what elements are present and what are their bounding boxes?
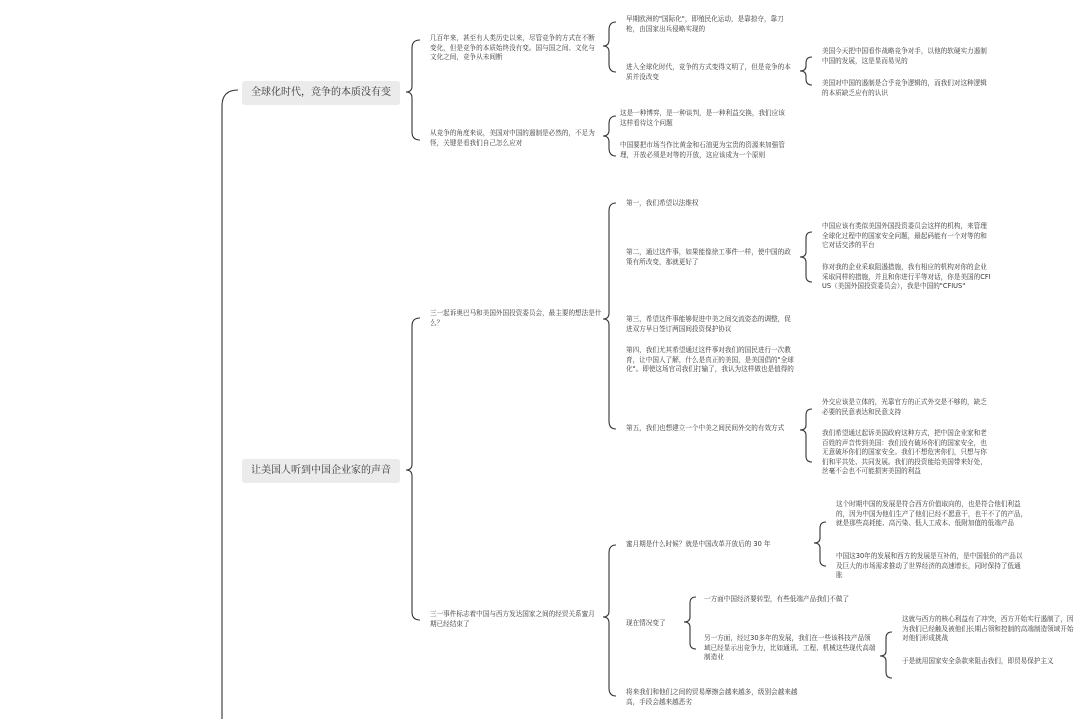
node-lawsuit-motive[interactable]: 三一起诉奥巴马和美国外国投资委员会，最主要的想法是什么？ [430,309,602,327]
node-market-as-resource[interactable]: 中国要把市场当作比黄金和石油更为宝贵的资源来加强管理，开放必须是对等的开放，这应该成为一个原则 [620,141,785,159]
node-situation-changed[interactable]: 现在情况变了 [626,619,666,627]
node-complementary-development[interactable]: 中国这30年的发展和西方的发展是互补的，是中国低价的产品以及巨大的市场需求推动了世界经济的高速增长，同时保持了低通胀 [836,552,1023,579]
topic-globalization[interactable]: 全球化时代，竞争的本质没有变 [242,81,400,105]
topic2-bracket [406,318,420,620]
node-western-values-aligned[interactable]: 这个时期中国的发展是符合西方价值取向的，也是符合他们利益的，因为中国为他们生产了他们已经不愿意干，也干不了的产品，就是那些高耗能、高污染、低人工成本、低附加值的低端产品 [836,500,1028,527]
node-trade-protectionism[interactable]: 于是就用国家安全条款来阻击我们，即贸易保护主义 [902,657,1054,665]
n1-bracket [603,22,616,72]
n3-bracket [603,203,616,429]
n2-bracket [603,116,616,156]
root-bracket [222,90,238,719]
node-second-policy-change[interactable]: 第二，通过这件事，如果能像徐工事件一样，使中国的政策有所改变，那就更好了 [626,248,791,266]
node-how-to-respond[interactable]: 从竞争的角度来说，美国对中国的遏制是必然的，不足为怪，关键是看我们自己怎么应对 [430,129,595,147]
node-third-investment-agreement[interactable]: 第三，希望这件事能够促进中美之间交流姿态的调整，促进双方早日签订两国间投资保护协议 [626,315,791,333]
node-early-europe-colonization[interactable]: 早期欧洲的"国际化"，即殖民化运动，是靠掠夺，靠刀枪，由国家出兵侵略实现的 [626,15,784,33]
n1b-bracket [800,57,812,85]
node-core-interest-conflict[interactable]: 这就与西方的核心利益有了冲突，西方开始实行遏制了，因为我们已经触及被他们长期占领和控制的高端制造领域开始对他们形成挑战 [902,615,1074,642]
node-fifth-civil-diplomacy[interactable]: 第五，我们也想建立一个中美之间民间外交的有效方式 [626,424,785,432]
node-diplomacy-three-dimensional[interactable]: 外交应该是立体的，光靠官方的正式外交是不够的，缺乏必要的民意表达和民意支持 [822,398,987,416]
n4b2-bracket [880,632,892,678]
n3e-bracket [800,409,812,462]
topic-chinese-entrepreneur-voice[interactable]: 让美国人听到中国企业家的声音 [242,459,400,483]
node-us-containment-logic[interactable]: 美国对中国的遏制是合乎竞争逻辑的，而我们对这种逻辑的本质缺乏应有的认识 [822,79,987,97]
node-china-cfius-agency[interactable]: 中国应该有类似美国外国投资委员会这样的机构，来管理全球化过程中的国家安全问题，最起码能有一个对等的和它对话交涉的平台 [822,222,987,249]
node-us-strategic-rival[interactable]: 美国今天把中国看作战略竞争对手，以他的软硬实力遏制中国的发展，这是显而易见的 [822,47,987,65]
node-first-legal-rights[interactable]: 第一，我们希望以法维权 [626,199,699,207]
n3b-bracket [800,232,812,282]
node-high-tech-competitiveness[interactable]: 另一方面，经过30多年的发展，我们在一些该科技产品领域已经显示出竞争力，比如通讯、工程、机械这些现代高端制造业 [704,634,876,661]
n4-bracket [603,545,616,696]
n4a-bracket [814,522,826,566]
node-honeymoon-30-years[interactable]: 蜜月期是什么时候？就是中国改革开放后的 30 年 [626,540,771,548]
node-fourth-education[interactable]: 第四，我们尤其希望通过这件事对我们的国民进行一次教育，让中国人了解，什么是真正的美国，是美国倡的"全球化"。即使这场官司我们打输了，我认为这样做也是值得的 [626,346,794,373]
node-economic-transformation[interactable]: 一方面中国经济要转型，有些低端产品我们不做了 [704,595,850,603]
node-honeymoon-ended[interactable]: 三一事件标志着中国与西方发达国家之间的经贸关系蜜月期已经结束了 [430,610,595,628]
node-voice-to-america[interactable]: 我们希望通过起诉美国政府这种方式，把中国企业家和老百姓的声音传到美国：我们没有破坏你们的国家安全，也无意破坏你们的国家安全。我们不想危害你们，只想与你们和平共处、共同发展。我们的投资能给美国带来好处，丝毫不会也不可能损害美国的利益 [822,429,987,475]
node-globalization-era[interactable]: 进入全球化时代，竞争的方式变得文明了，但是竞争的本质并没改变 [626,63,791,81]
node-game-negotiation[interactable]: 这是一种博弈，是一种谈判，是一种利益交换，我们应该这样看待这个问题 [620,109,785,127]
node-future-trade-friction[interactable]: 将来我们和他们之间的贸易摩擦会越来越多，级别会越来越高，手段会越来越恶劣 [626,688,798,706]
node-reciprocal-measures[interactable]: 你对我的企业采取阻遏措施，我有相应的机构对你的企业采取同样的措施，并且和你进行平等对话，你是美国的CFIUS（美国外国投资委员会），我是中国的"CFIUS" [822,263,991,290]
topic1-bracket [406,40,420,140]
node-competition-essence[interactable]: 几百年来，甚至有人类历史以来，尽管竞争的方式在不断变化，但是竞争的本质始终没有变。国与国之间、文化与文化之间，竞争从未间断 [430,34,595,61]
